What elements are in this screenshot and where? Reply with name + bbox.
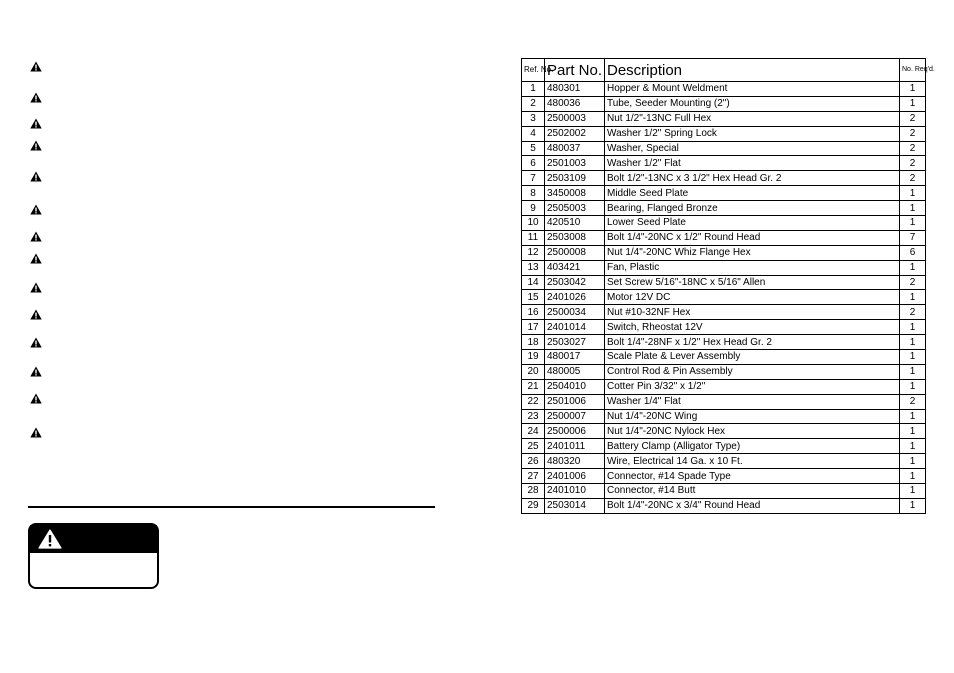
table-row [522, 201, 926, 216]
ref-cell: 7 [522, 171, 545, 186]
description-cell: Lower Seed Plate [605, 216, 900, 231]
part-number-cell: 2500006 [545, 424, 605, 439]
description-cell: Nut 1/4"-20NC Nylock Hex [605, 424, 900, 439]
part-number-cell: 2503027 [545, 335, 605, 350]
table-row [522, 335, 926, 350]
table-row [522, 409, 926, 424]
description-cell: Cotter Pin 3/32" x 1/2" [605, 379, 900, 394]
qty-cell: 1 [900, 454, 926, 469]
part-number-cell: 2500003 [545, 111, 605, 126]
qty-cell: 2 [900, 141, 926, 156]
warning-triangle-icon [30, 92, 42, 103]
qty-cell: 1 [900, 201, 926, 216]
description-cell: Washer 1/4" Flat [605, 394, 900, 409]
qty-cell: 1 [900, 379, 926, 394]
warning-triangle-icon [30, 393, 42, 404]
table-row [522, 111, 926, 126]
table-row [522, 439, 926, 454]
qty-cell: 1 [900, 439, 926, 454]
description-cell: Washer 1/2" Spring Lock [605, 126, 900, 141]
part-number-cell: 403421 [545, 260, 605, 275]
ref-cell: 19 [522, 350, 545, 365]
description-cell: Connector, #14 Spade Type [605, 469, 900, 484]
table-row [522, 498, 926, 513]
description-cell: Washer 1/2" Flat [605, 156, 900, 171]
ref-cell: 25 [522, 439, 545, 454]
table-row [522, 469, 926, 484]
qty-cell: 1 [900, 82, 926, 97]
part-number-cell: 2401026 [545, 290, 605, 305]
ref-cell: 13 [522, 260, 545, 275]
header-ref-no: Ref. No. [522, 59, 545, 82]
description-cell: Nut 1/2"-13NC Full Hex [605, 111, 900, 126]
table-row [522, 394, 926, 409]
part-number-cell: 480017 [545, 350, 605, 365]
qty-cell: 1 [900, 409, 926, 424]
table-row [522, 230, 926, 245]
table-row [522, 379, 926, 394]
header-description: Description [605, 59, 900, 82]
part-number-cell: 2503042 [545, 275, 605, 290]
warning-label [28, 523, 159, 589]
qty-cell: 2 [900, 171, 926, 186]
description-cell: Scale Plate & Lever Assembly [605, 350, 900, 365]
qty-cell: 7 [900, 230, 926, 245]
warning-triangle-icon [30, 231, 42, 242]
warning-label-header [30, 525, 157, 553]
warning-triangle-icon [30, 427, 42, 438]
warning-triangle-icon [30, 171, 42, 182]
description-cell: Bolt 1/4"-20NC x 1/2" Round Head [605, 230, 900, 245]
description-cell: Bolt 1/4"-20NC x 3/4" Round Head [605, 498, 900, 513]
part-number-cell: 2500008 [545, 245, 605, 260]
table-row [522, 275, 926, 290]
section-divider [28, 506, 435, 508]
qty-cell: 2 [900, 156, 926, 171]
description-cell: Connector, #14 Butt [605, 484, 900, 499]
parts-table-body [522, 82, 926, 514]
warning-triangle-icon [30, 204, 42, 215]
ref-cell: 5 [522, 141, 545, 156]
description-cell: Nut 1/4"-20NC Whiz Flange Hex [605, 245, 900, 260]
part-number-cell: 2505003 [545, 201, 605, 216]
ref-cell: 24 [522, 424, 545, 439]
warning-exclamation-icon [38, 529, 62, 549]
description-cell: Control Rod & Pin Assembly [605, 364, 900, 379]
description-cell: Bolt 1/2"-13NC x 3 1/2" Hex Head Gr. 2 [605, 171, 900, 186]
qty-cell: 1 [900, 335, 926, 350]
description-cell: Washer, Special [605, 141, 900, 156]
qty-cell: 1 [900, 469, 926, 484]
description-cell: Switch, Rheostat 12V [605, 320, 900, 335]
warning-triangle-icon [30, 140, 42, 151]
header-qty-required: No. Req'd. [900, 59, 926, 82]
table-row [522, 364, 926, 379]
table-row [522, 245, 926, 260]
part-number-cell: 480036 [545, 96, 605, 111]
ref-cell: 2 [522, 96, 545, 111]
description-cell: Battery Clamp (Alligator Type) [605, 439, 900, 454]
table-row [522, 96, 926, 111]
part-number-cell: 2503008 [545, 230, 605, 245]
table-row [522, 260, 926, 275]
qty-cell: 2 [900, 126, 926, 141]
qty-cell: 6 [900, 245, 926, 260]
qty-cell: 2 [900, 275, 926, 290]
description-cell: Set Screw 5/16"-18NC x 5/16" Allen [605, 275, 900, 290]
parts-list-table [521, 58, 935, 514]
ref-cell: 28 [522, 484, 545, 499]
table-row [522, 171, 926, 186]
warning-triangle-icon [30, 118, 42, 129]
ref-cell: 11 [522, 230, 545, 245]
ref-cell: 29 [522, 498, 545, 513]
part-number-cell: 2501006 [545, 394, 605, 409]
ref-cell: 8 [522, 186, 545, 201]
table-row [522, 424, 926, 439]
qty-cell: 2 [900, 305, 926, 320]
part-number-cell: 2502002 [545, 126, 605, 141]
qty-cell: 1 [900, 186, 926, 201]
ref-cell: 21 [522, 379, 545, 394]
table-row [522, 186, 926, 201]
part-number-cell: 480301 [545, 82, 605, 97]
table-row [522, 484, 926, 499]
warning-triangle-icon [30, 337, 42, 348]
warning-triangle-icon [30, 366, 42, 377]
ref-cell: 10 [522, 216, 545, 231]
qty-cell: 1 [900, 424, 926, 439]
part-number-cell: 2401010 [545, 484, 605, 499]
part-number-cell: 2500034 [545, 305, 605, 320]
ref-cell: 9 [522, 201, 545, 216]
part-number-cell: 3450008 [545, 186, 605, 201]
ref-cell: 4 [522, 126, 545, 141]
ref-cell: 12 [522, 245, 545, 260]
table-row [522, 156, 926, 171]
table-row [522, 320, 926, 335]
qty-cell: 1 [900, 260, 926, 275]
qty-cell: 2 [900, 111, 926, 126]
ref-cell: 16 [522, 305, 545, 320]
table-row [522, 141, 926, 156]
part-number-cell: 2500007 [545, 409, 605, 424]
part-number-cell: 420510 [545, 216, 605, 231]
qty-cell: 1 [900, 96, 926, 111]
description-cell: Tube, Seeder Mounting (2") [605, 96, 900, 111]
qty-cell: 1 [900, 290, 926, 305]
part-number-cell: 480005 [545, 364, 605, 379]
qty-cell: 2 [900, 394, 926, 409]
part-number-cell: 2503014 [545, 498, 605, 513]
part-number-cell: 2501003 [545, 156, 605, 171]
ref-cell: 14 [522, 275, 545, 290]
description-cell: Nut 1/4"-20NC Wing [605, 409, 900, 424]
part-number-cell: 2504010 [545, 379, 605, 394]
description-cell: Bolt 1/4"-28NF x 1/2" Hex Head Gr. 2 [605, 335, 900, 350]
header-part-no: Part No. [545, 59, 605, 82]
warning-triangle-icon [30, 309, 42, 320]
part-number-cell: 480320 [545, 454, 605, 469]
ref-cell: 18 [522, 335, 545, 350]
qty-cell: 1 [900, 364, 926, 379]
ref-cell: 22 [522, 394, 545, 409]
description-cell: Middle Seed Plate [605, 186, 900, 201]
part-number-cell: 480037 [545, 141, 605, 156]
table-header-row [522, 59, 926, 82]
ref-cell: 26 [522, 454, 545, 469]
ref-cell: 3 [522, 111, 545, 126]
part-number-cell: 2503109 [545, 171, 605, 186]
table-row [522, 290, 926, 305]
ref-cell: 17 [522, 320, 545, 335]
warning-triangle-icon [30, 282, 42, 293]
table-row [522, 216, 926, 231]
description-cell: Wire, Electrical 14 Ga. x 10 Ft. [605, 454, 900, 469]
description-cell: Hopper & Mount Weldment [605, 82, 900, 97]
warning-triangle-icon [30, 253, 42, 264]
qty-cell: 1 [900, 320, 926, 335]
warning-triangle-icon [30, 61, 42, 72]
description-cell: Nut #10-32NF Hex [605, 305, 900, 320]
table-row [522, 82, 926, 97]
ref-cell: 23 [522, 409, 545, 424]
table-row [522, 305, 926, 320]
part-number-cell: 2401014 [545, 320, 605, 335]
ref-cell: 1 [522, 82, 545, 97]
ref-cell: 27 [522, 469, 545, 484]
description-cell: Fan, Plastic [605, 260, 900, 275]
qty-cell: 1 [900, 484, 926, 499]
part-number-cell: 2401011 [545, 439, 605, 454]
ref-cell: 15 [522, 290, 545, 305]
description-cell: Bearing, Flanged Bronze [605, 201, 900, 216]
qty-cell: 1 [900, 498, 926, 513]
table-row [522, 454, 926, 469]
ref-cell: 20 [522, 364, 545, 379]
qty-cell: 1 [900, 216, 926, 231]
table-row [522, 126, 926, 141]
qty-cell: 1 [900, 350, 926, 365]
part-number-cell: 2401006 [545, 469, 605, 484]
table-row [522, 350, 926, 365]
ref-cell: 6 [522, 156, 545, 171]
description-cell: Motor 12V DC [605, 290, 900, 305]
